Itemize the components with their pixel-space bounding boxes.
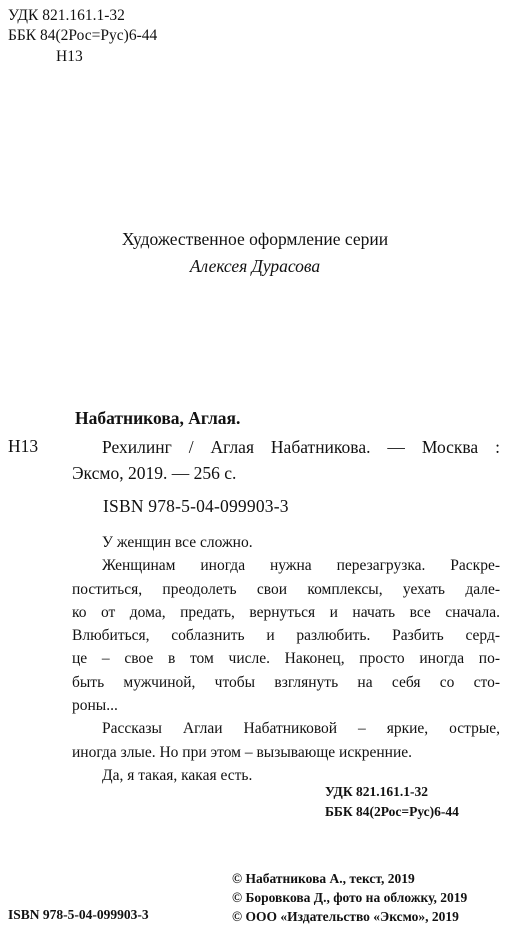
isbn-bottom: ISBN 978-5-04-099903-3 bbox=[8, 907, 149, 922]
annotation-line: Да, я такая, какая есть. bbox=[102, 766, 253, 784]
annotation bbox=[72, 531, 500, 787]
annotation-line: роны... bbox=[72, 697, 118, 715]
bbk-code-top: ББК 84(2Рос=Рус)6-44 bbox=[8, 27, 158, 44]
annotation-line: ко от дома, предать, вернуться и начать все сначала. bbox=[72, 603, 500, 621]
udk-code-bottom: УДК 821.161.1-32 bbox=[325, 784, 428, 799]
annotation-line: це – свое в том числе. Наконец, просто иногда по- bbox=[72, 650, 500, 668]
annotation-line: поститься, преодолеть свои комплексы, уехать дале- bbox=[72, 580, 500, 598]
series-designer-name: Алексея Дурасова bbox=[189, 256, 321, 276]
annotation-line: У женщин все сложно. bbox=[102, 534, 253, 551]
annotation-line: иногда злые. Но при этом – вызывающе искренние. bbox=[72, 743, 412, 761]
copyright-line: © Набатникова А., текст, 2019 bbox=[232, 871, 415, 886]
copyright-line: © Боровкова Д., фото на обложку, 2019 bbox=[232, 890, 468, 905]
udk-code-top: УДК 821.161.1-32 bbox=[8, 7, 125, 24]
author-code-side: Н13 bbox=[8, 436, 39, 456]
bbk-code-bottom: ББК 84(2Рос=Рус)6-44 bbox=[325, 804, 459, 819]
author-heading: Набатникова, Аглая. bbox=[75, 408, 241, 428]
annotation-line: Рассказы Аглаи Набатниковой – яркие, острые, bbox=[102, 720, 500, 738]
isbn-main: ISBN 978-5-04-099903-3 bbox=[103, 496, 289, 516]
bibliographic-line-2: Эксмо, 2019. — 256 с. bbox=[72, 463, 237, 483]
author-code-top: Н13 bbox=[56, 48, 83, 65]
annotation-line: Женщинам иногда нужна перезагрузка. Раскре- bbox=[102, 557, 500, 575]
copyright-block bbox=[232, 869, 467, 926]
annotation-line: Влюбиться, соблазнить и разлюбить. Разбить серд- bbox=[72, 627, 500, 645]
bibliographic-line-1: Рехилинг / Аглая Набатникова. — Москва : bbox=[102, 437, 500, 457]
annotation-line: быть мужчиной, чтобы взглянуть на себя со сто- bbox=[72, 673, 500, 691]
bibliographic-record bbox=[72, 434, 500, 486]
series-design-credit: Художественное оформление серии bbox=[121, 229, 389, 249]
copyright-line: © ООО «Издательство «Эксмо», 2019 bbox=[232, 909, 459, 924]
